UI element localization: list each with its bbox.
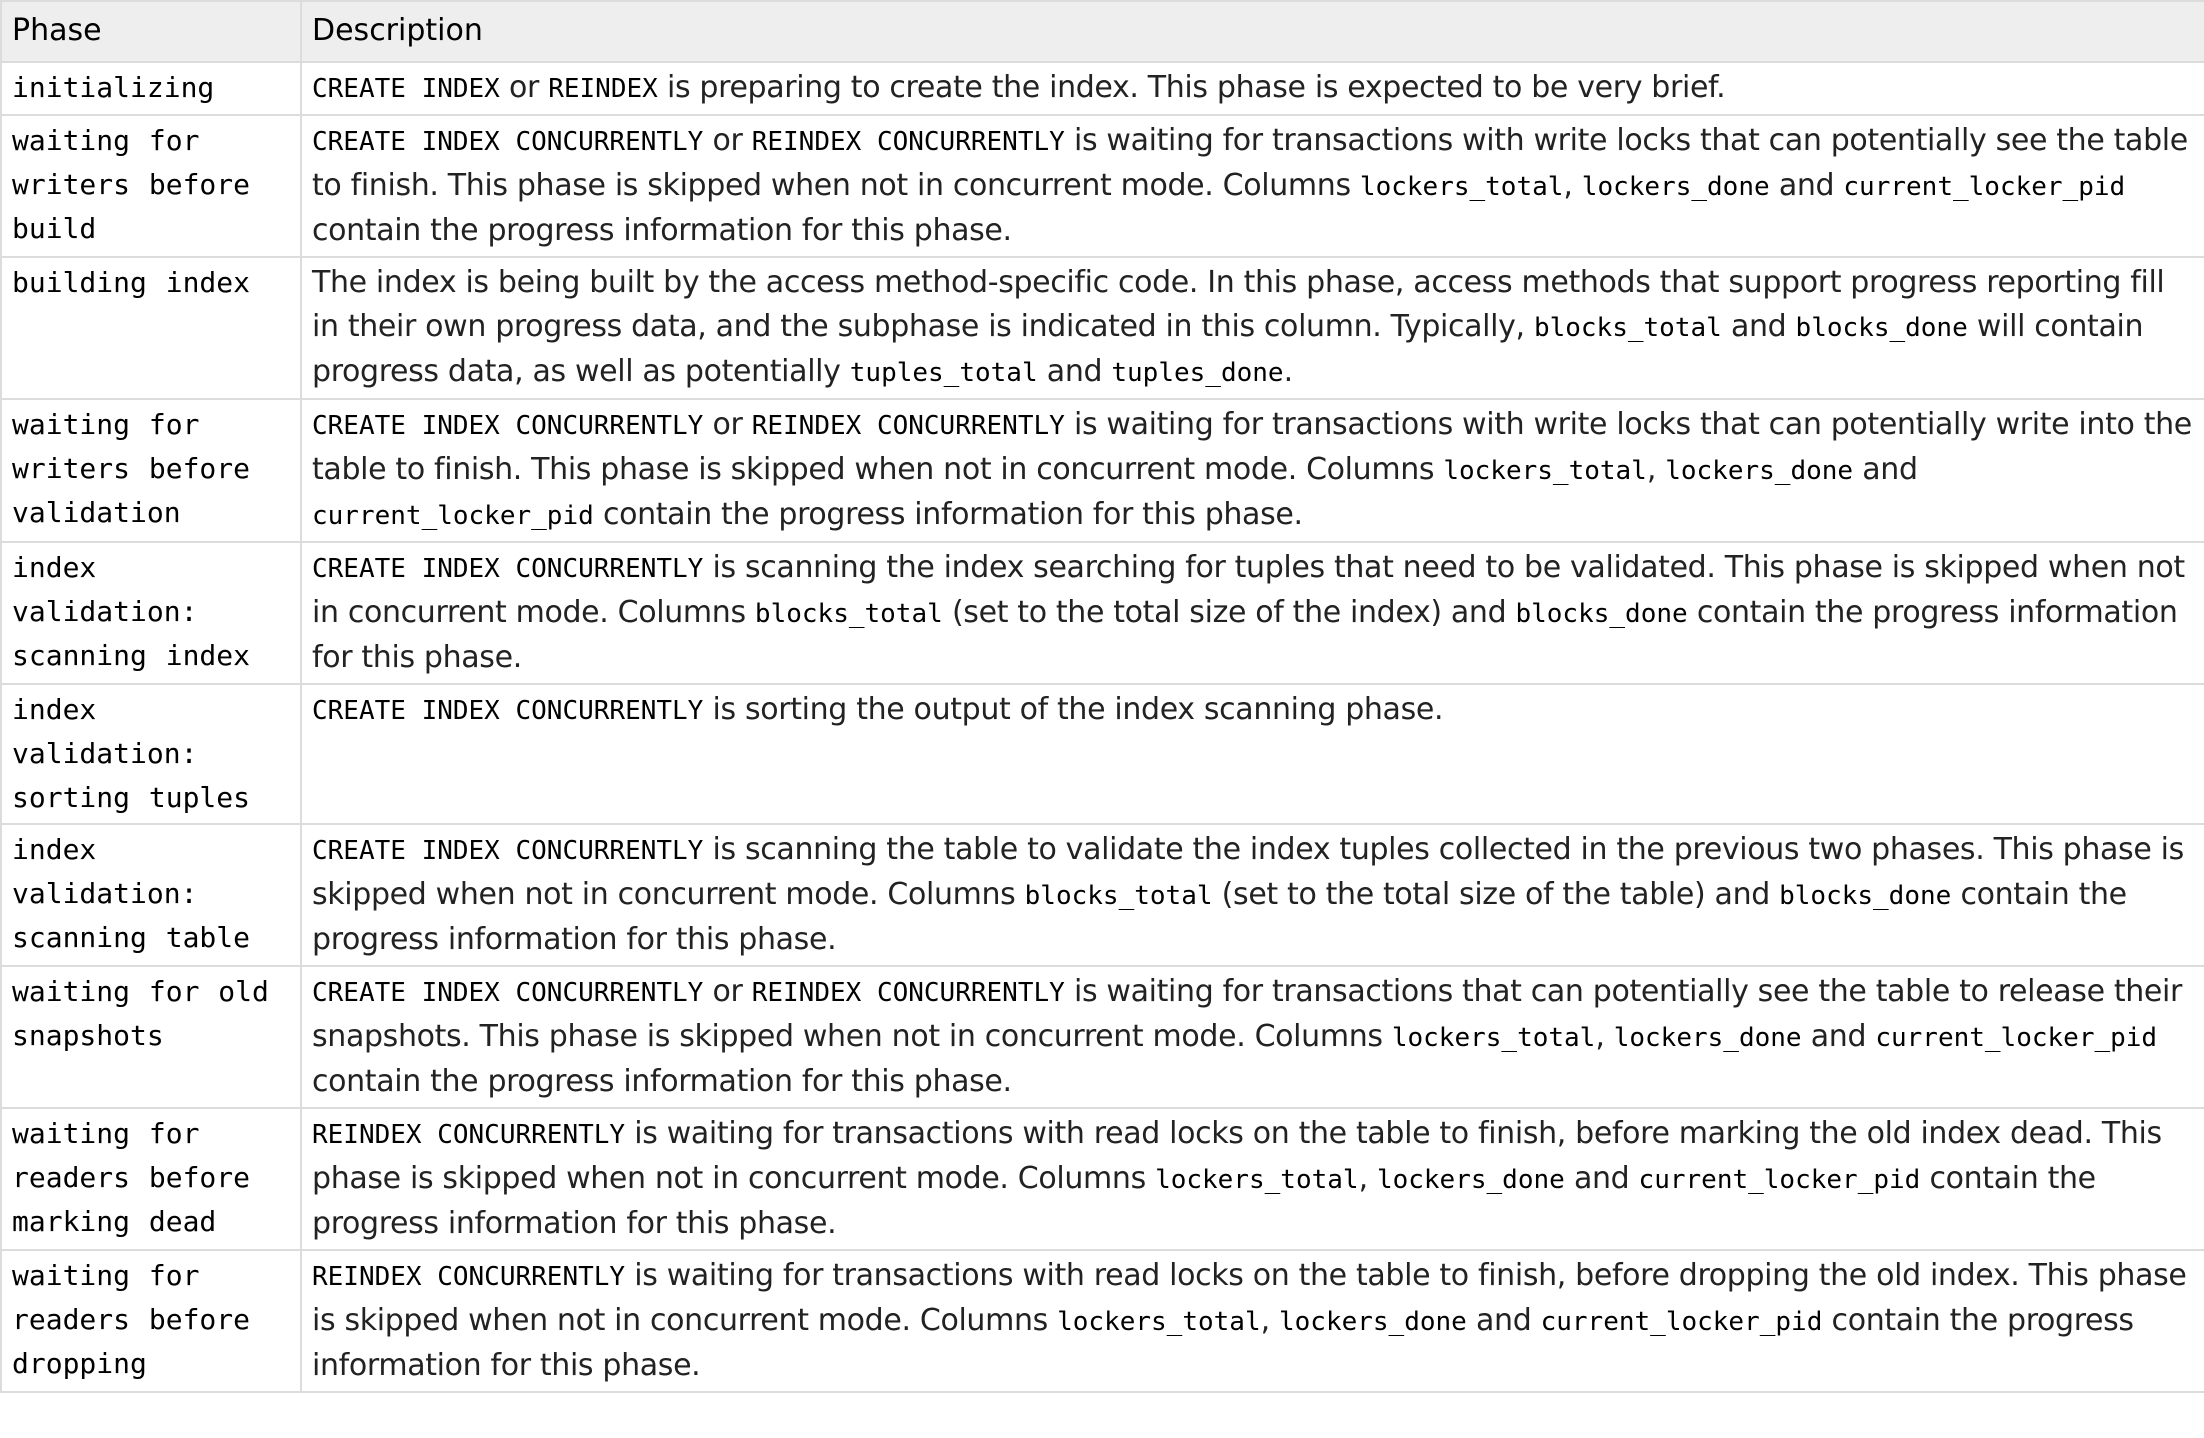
code-literal: lockers_done	[1581, 172, 1770, 202]
code-literal: CREATE INDEX CONCURRENTLY	[312, 978, 704, 1008]
description-text: is waiting for transactions with write locks that can potentially write into the table to finish. This phase is skipped when not in concurrent mode. Columns	[312, 407, 2192, 487]
code-literal: CREATE INDEX CONCURRENTLY	[312, 411, 704, 441]
header-description: Description	[301, 1, 2204, 62]
phase-cell: index validation: sorting tuples	[1, 684, 301, 824]
code-literal: blocks_done	[1515, 599, 1688, 629]
code-literal: REINDEX	[548, 74, 658, 104]
description-text: is sorting the output of the index scanning phase.	[703, 692, 1444, 727]
description-text: will contain progress data, as well as potentially	[312, 309, 2144, 389]
description-text: ,	[1646, 452, 1666, 487]
code-literal: REINDEX CONCURRENTLY	[312, 1262, 626, 1292]
description-text: or	[703, 974, 752, 1009]
table-row	[1, 1250, 2204, 1392]
description-cell	[301, 257, 2204, 399]
code-literal: REINDEX CONCURRENTLY	[751, 127, 1065, 157]
description-text: .	[1283, 354, 1293, 389]
code-literal: REINDEX CONCURRENTLY	[751, 411, 1065, 441]
description-cell	[301, 966, 2204, 1108]
description-text: contain the progress information for this phase.	[593, 497, 1303, 532]
code-literal: CREATE INDEX	[312, 74, 500, 104]
code-literal: current_locker_pid	[1638, 1165, 1921, 1195]
description-text: is scanning the table to validate the index tuples collected in the previous two phases. This phase is skipped when not in concurrent mode. Columns	[312, 832, 2184, 912]
code-literal: current_locker_pid	[1540, 1307, 1823, 1337]
phase-cell: index validation: scanning table	[1, 824, 301, 966]
description-text: is waiting for transactions that can potentially see the table to release their snapshots. This phase is skipped when not in concurrent mode. Columns	[312, 974, 2183, 1054]
description-text: ,	[1260, 1303, 1279, 1338]
description-text: The index is being built by the access method-specific code. In this phase, access methods that support progress reporting fill in their own progress data, and the subphase is indicated in this column. Typically,	[312, 265, 2165, 344]
code-literal: lockers_done	[1376, 1165, 1565, 1195]
description-text: is scanning the index searching for tuples that need to be validated. This phase is skipped when not in concurrent mode. Columns	[312, 550, 2185, 630]
phase-cell: waiting for old snapshots	[1, 966, 301, 1108]
table-row	[1, 62, 2204, 115]
description-text: and	[1564, 1161, 1639, 1196]
description-cell	[301, 62, 2204, 115]
code-literal: CREATE INDEX CONCURRENTLY	[312, 554, 704, 584]
table-row	[1, 115, 2204, 257]
description-text: or	[499, 70, 549, 105]
description-text: contain the progress information for this phase.	[312, 1303, 2134, 1383]
description-text: and	[1466, 1303, 1541, 1338]
description-cell	[301, 399, 2204, 542]
code-literal: lockers_total	[1391, 1023, 1596, 1053]
code-literal: lockers_done	[1278, 1307, 1467, 1337]
table-header	[1, 1, 2204, 62]
description-text: and	[1721, 309, 1796, 344]
description-cell	[301, 115, 2204, 257]
code-literal: CREATE INDEX CONCURRENTLY	[312, 127, 704, 157]
table-row	[1, 966, 2204, 1108]
description-cell	[301, 684, 2204, 824]
table-row	[1, 824, 2204, 966]
code-literal: blocks_total	[1533, 313, 1722, 343]
code-literal: lockers_total	[1155, 1165, 1359, 1195]
description-text: (set to the total size of the index) and	[942, 595, 1516, 630]
phase-cell: waiting for readers before dropping	[1, 1250, 301, 1392]
code-literal: tuples_done	[1111, 358, 1284, 388]
code-literal: lockers_done	[1665, 456, 1854, 486]
code-literal: blocks_done	[1779, 881, 1952, 911]
description-text: and	[1769, 168, 1844, 203]
code-literal: lockers_total	[1359, 172, 1564, 202]
code-literal: blocks_total	[754, 599, 943, 629]
description-text: and	[1801, 1019, 1876, 1054]
code-literal: tuples_total	[849, 358, 1038, 388]
code-literal: lockers_done	[1613, 1023, 1802, 1053]
description-cell	[301, 824, 2204, 966]
description-text: contain the progress information for this phase.	[312, 213, 1012, 248]
code-literal: current_locker_pid	[1875, 1023, 2158, 1053]
phase-cell: index validation: scanning index	[1, 542, 301, 684]
code-literal: REINDEX CONCURRENTLY	[751, 978, 1065, 1008]
description-text: or	[703, 407, 752, 442]
phase-cell: initializing	[1, 62, 301, 115]
description-text: contain the progress information for this phase.	[312, 877, 2127, 957]
code-literal: REINDEX CONCURRENTLY	[312, 1120, 626, 1150]
phase-cell: waiting for writers before validation	[1, 399, 301, 542]
header-row	[1, 1, 2204, 62]
phase-cell: waiting for readers before marking dead	[1, 1108, 301, 1250]
code-literal: current_locker_pid	[1843, 172, 2126, 202]
description-text: (set to the total size of the table) and	[1212, 877, 1780, 912]
table-body	[1, 62, 2204, 1392]
description-text: ,	[1595, 1019, 1614, 1054]
phase-cell: waiting for writers before build	[1, 115, 301, 257]
description-text: and	[1853, 452, 1918, 487]
description-text: or	[703, 123, 752, 158]
description-text: contain the progress information for this phase.	[312, 595, 2178, 675]
description-text: ,	[1563, 168, 1582, 203]
code-literal: blocks_done	[1795, 313, 1968, 343]
table-row	[1, 542, 2204, 684]
description-text: ,	[1358, 1161, 1377, 1196]
code-literal: lockers_total	[1057, 1307, 1261, 1337]
code-literal: CREATE INDEX CONCURRENTLY	[312, 696, 704, 726]
code-literal: current_locker_pid	[312, 501, 594, 531]
code-literal: lockers_total	[1443, 456, 1647, 486]
table-row	[1, 684, 2204, 824]
table-row	[1, 399, 2204, 542]
header-phase: Phase	[1, 1, 301, 62]
description-text: is preparing to create the index. This phase is expected to be very brief.	[657, 70, 1726, 105]
description-cell	[301, 1250, 2204, 1392]
code-literal: blocks_total	[1024, 881, 1213, 911]
description-text: contain the progress information for this phase.	[312, 1064, 1012, 1099]
table-row	[1, 257, 2204, 399]
phase-cell: building index	[1, 257, 301, 399]
description-text: is waiting for transactions with read locks on the table to finish, before marking the old index dead. This phase is skipped when not in concurrent mode. Columns	[312, 1116, 2162, 1196]
description-text: is waiting for transactions with read locks on the table to finish, before dropping the old index. This phase is skipped when not in concurrent mode. Columns	[312, 1258, 2187, 1338]
description-cell	[301, 1108, 2204, 1250]
description-text: is waiting for transactions with write locks that can potentially see the table to finish. This phase is skipped when not in concurrent mode. Columns	[312, 123, 2188, 203]
code-literal: CREATE INDEX CONCURRENTLY	[312, 836, 704, 866]
table-row	[1, 1108, 2204, 1250]
description-cell	[301, 542, 2204, 684]
description-text: and	[1037, 354, 1112, 389]
description-text: contain the progress information for this phase.	[312, 1161, 2096, 1241]
